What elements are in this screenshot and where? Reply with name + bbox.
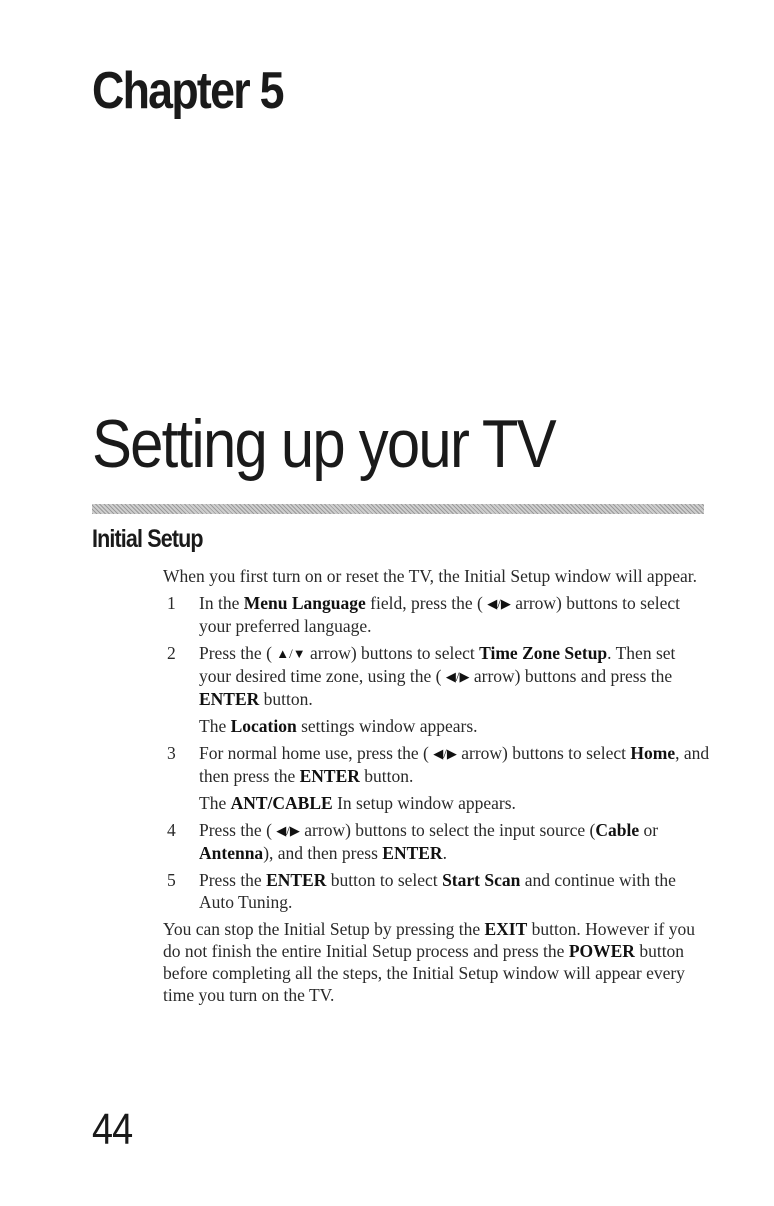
left-right-arrow-icon: ◀/▶	[276, 823, 300, 838]
step-number: 4	[167, 820, 176, 840]
left-right-arrow-icon: ◀/▶	[487, 596, 511, 611]
step-number: 5	[167, 870, 176, 890]
chapter-label: Chapter 5	[92, 62, 283, 120]
step-item	[163, 742, 711, 787]
page-title: Setting up your TV	[92, 406, 555, 482]
left-right-arrow-icon: ◀/▶	[445, 669, 470, 684]
section-divider	[92, 504, 704, 514]
step-text: For normal home use, press the ( ◀/▶ arrow) buttons to select Home, and then press the ENTER button.	[199, 743, 710, 786]
section-heading: Initial Setup	[92, 525, 203, 553]
step-item	[163, 819, 711, 864]
step-text: Press the ( ◀/▶ arrow) buttons to select the input source (Cable or Antenna), and then press ENTER.	[199, 820, 659, 863]
body-text	[163, 565, 711, 1006]
left-right-arrow-icon: ◀/▶	[433, 746, 457, 761]
step-number: 3	[167, 743, 176, 763]
closing-paragraph: You can stop the Initial Setup by pressing the EXIT button. However if you do not finish the entire Initial Setup process and press the POWER button before completing all the steps, the Initial Setup window will appear every time you turn on the TV.	[163, 919, 695, 1005]
step-note: The Location settings window appears.	[199, 716, 478, 736]
page-number: 44	[92, 1105, 133, 1154]
step-text: Press the ( ▲/▼ arrow) buttons to select Time Zone Setup. Then set your desired time zone, using the ( ◀/▶ arrow) buttons and press the ENTER button.	[199, 643, 676, 709]
step-item	[163, 869, 711, 913]
step-item	[163, 592, 711, 637]
step-text: Press the ENTER button to select Start Scan and continue with the Auto Tuning.	[199, 870, 676, 912]
step-note: The ANT/CABLE In setup window appears.	[199, 793, 516, 813]
intro-paragraph: When you first turn on or reset the TV, the Initial Setup window will appear.	[163, 566, 697, 586]
step-number: 1	[167, 593, 176, 613]
steps-list	[163, 592, 711, 913]
step-text: In the Menu Language field, press the ( ◀/▶ arrow) buttons to select your preferred language.	[199, 593, 680, 636]
step-number: 2	[167, 643, 176, 663]
up-down-arrow-icon: ▲/▼	[276, 646, 306, 661]
step-item	[163, 642, 711, 710]
